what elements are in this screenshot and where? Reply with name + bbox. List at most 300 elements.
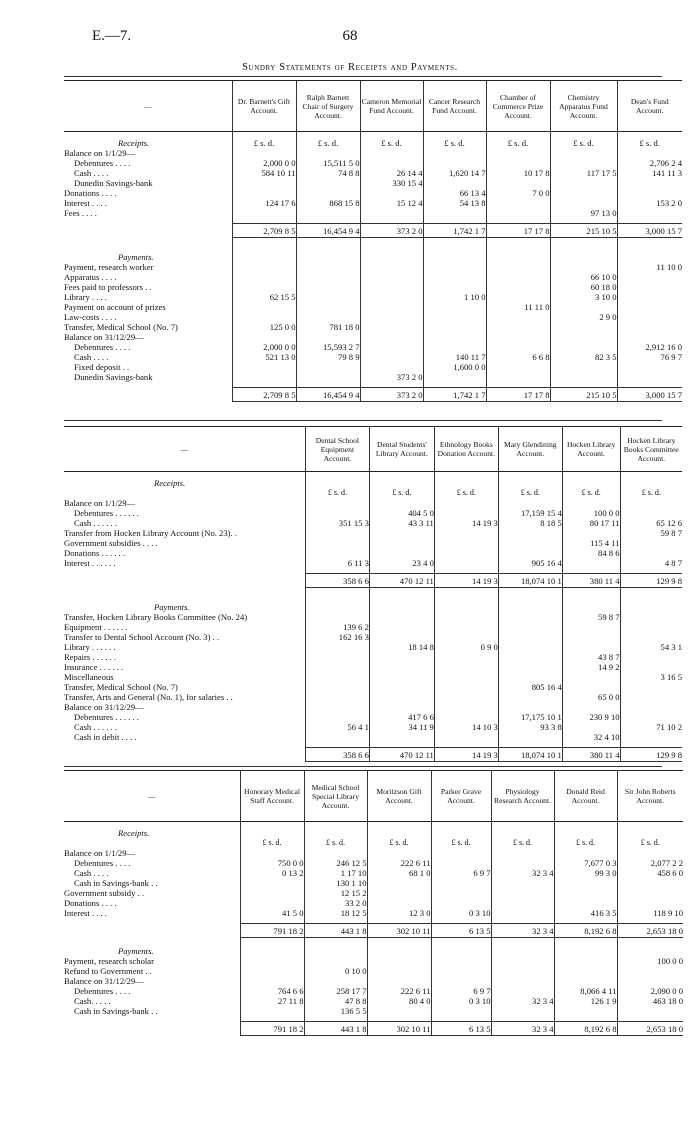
currency-unit-label: £ s. d. [554,838,617,848]
account-column-header: Ralph Barnett Chair of Surgery Account. [296,81,360,132]
amount-cell: 0 3 10 [431,908,491,918]
amount-cell [491,966,554,976]
amount-cell [369,682,434,692]
row-label: Interest . . . . [64,198,107,208]
section-2-top-rule [64,420,662,421]
amount-cell [240,966,304,976]
total-cell: 2,653 18 0 [617,924,683,938]
amount-cell [240,878,304,888]
row-label: Balance on 1/1/29— [64,148,136,158]
table-row [64,208,682,218]
row-label: Equipment . . . . . . [64,622,128,632]
amount-cell [360,302,423,312]
amount-cell [423,148,486,158]
amount-cell [562,622,620,632]
amount-cell [434,508,498,518]
amount-cell: 27 11 8 [240,996,304,1006]
amount-cell: 99 3 0 [554,868,617,878]
amount-cell: 1 17 10 [304,868,367,878]
total-cell: 17 17 8 [486,388,550,402]
label-column-header: — [64,81,232,132]
table-row [64,282,682,292]
amount-cell [550,198,617,208]
table-row [64,612,682,622]
row-label: Repairs . . . . . . [64,652,117,662]
amount-cell [550,148,617,158]
page-title: Sundry Statements of Receipts and Payments. [242,62,458,73]
row-label: Payment on account of prizes [64,302,166,312]
total-cell: 470 12 11 [369,748,434,762]
amount-cell [617,966,683,976]
table-row [64,966,683,976]
amount-cell [296,148,360,158]
amount-cell [434,672,498,682]
amount-cell [305,508,369,518]
amount-cell [360,292,423,302]
amount-cell [423,158,486,168]
row-label: Transfer from Hocken Library Account (No. 23). . [64,528,237,538]
amount-cell [305,732,369,742]
row-label: Library . . . . . . [64,642,116,652]
amount-cell [423,282,486,292]
amount-cell: 74 8 8 [296,168,360,178]
amount-cell: 115 4 11 [562,538,620,548]
amount-cell [434,632,498,642]
amount-cell: 33 2 0 [304,898,367,908]
amount-cell [434,702,498,712]
amount-cell [434,548,498,558]
amount-cell [434,692,498,702]
account-column-header: Sir John Roberts Account. [617,771,683,822]
amount-cell [360,272,423,282]
amount-cell: 32 4 10 [562,732,620,742]
amount-cell [491,888,554,898]
amount-cell [486,198,550,208]
amount-cell: 868 15 8 [296,198,360,208]
amount-cell: 15,511 5 0 [296,158,360,168]
amount-cell [431,898,491,908]
table-row [64,158,682,168]
row-label: Transfer, Hocken Library Books Committee (No. 24) [64,612,248,622]
table-row [64,662,682,672]
amount-cell: 8 18 5 [498,518,562,528]
row-label: Payment, research scholar [64,956,154,966]
amount-cell [620,712,682,722]
currency-unit-label: £ s. d. [240,838,304,848]
currency-unit-label: £ s. d. [617,138,682,148]
row-label: Balance on 31/12/29— [64,332,144,342]
amount-cell: 330 15 4 [360,178,423,188]
account-column-header: Hocken Library Books Committee Account. [620,427,682,472]
currency-unit-label: £ s. d. [498,488,562,498]
amount-cell [620,692,682,702]
subheading: Payments. [118,946,154,956]
statement-table-1 [64,80,682,402]
amount-cell [423,262,486,272]
table-row [64,682,682,692]
amount-cell: 140 11 7 [423,352,486,362]
total-cell: 1,742 1 7 [423,224,486,238]
row-label: Donations . . . . . . [64,548,126,558]
table-row [64,168,682,178]
amount-cell [232,372,296,382]
total-cell: 32 3 4 [491,924,554,938]
row-label: Transfer, Medical School (No. 7) [64,682,178,692]
amount-cell: 12 3 0 [367,908,431,918]
total-cell: 358 6 6 [305,574,369,588]
amount-cell [562,632,620,642]
amount-cell [367,976,431,986]
amount-cell: 54 13 8 [423,198,486,208]
amount-cell [305,612,369,622]
amount-cell [562,702,620,712]
amount-cell: 100 0 0 [617,956,683,966]
amount-cell [305,672,369,682]
amount-cell: 26 14 4 [360,168,423,178]
amount-cell [562,642,620,652]
amount-cell: 76 9 7 [617,352,682,362]
amount-cell [617,898,683,908]
total-row [64,224,682,238]
row-label: Library . . . . [64,292,107,302]
amount-cell [369,548,434,558]
account-column-header: Dr. Barnett's Gift Account. [232,81,296,132]
amount-cell: 781 18 0 [296,322,360,332]
amount-cell: 6 9 7 [431,868,491,878]
amount-cell [360,262,423,272]
amount-cell [369,498,434,508]
amount-cell [431,848,491,858]
row-label: Balance on 1/1/29— [64,848,136,858]
amount-cell [554,878,617,888]
amount-cell: 34 11 9 [369,722,434,732]
amount-cell [486,342,550,352]
total-cell: 2,709 8 5 [232,388,296,402]
total-cell: 14 19 3 [434,748,498,762]
amount-cell [620,538,682,548]
row-label: Cash in debit . . . . [74,732,137,742]
amount-cell: 14 19 3 [434,518,498,528]
amount-cell [434,652,498,662]
total-cell: 16,454 9 4 [296,388,360,402]
amount-cell: 1,620 14 7 [423,168,486,178]
total-row [64,388,682,402]
amount-cell [498,672,562,682]
amount-cell: 6 11 3 [305,558,369,568]
amount-cell [369,662,434,672]
amount-cell: 805 16 4 [498,682,562,692]
amount-cell [491,1006,554,1016]
account-column-header: Medical School Special Library Account. [304,771,367,822]
amount-cell [360,188,423,198]
amount-cell [554,956,617,966]
amount-cell [367,848,431,858]
total-cell: 8,192 6 8 [554,1022,617,1036]
amount-cell [305,548,369,558]
currency-unit-label: £ s. d. [232,138,296,148]
table-row [64,868,683,878]
amount-cell: 17,175 10 1 [498,712,562,722]
account-column-header: Cameron Memorial Fund Account. [360,81,423,132]
table-row [64,548,682,558]
total-cell: 3,000 15 7 [617,224,682,238]
amount-cell [617,1006,683,1016]
row-label: Refund to Government . . [64,966,152,976]
amount-cell [562,722,620,732]
total-cell: 129 9 8 [620,748,682,762]
amount-cell: 11 10 0 [617,262,682,272]
amount-cell: 71 10 2 [620,722,682,732]
amount-cell: 14 10 3 [434,722,498,732]
table-row [64,632,682,642]
total-cell: 3,000 15 7 [617,388,682,402]
amount-cell: 18 12 5 [304,908,367,918]
table-row [64,518,682,528]
subheading: Receipts. [118,138,150,148]
amount-cell: 905 16 4 [498,558,562,568]
account-column-header: Chemistry Apparatus Fund Account. [550,81,617,132]
amount-cell [369,612,434,622]
amount-cell [304,848,367,858]
amount-cell: 14 9 2 [562,662,620,672]
amount-cell [617,148,682,158]
amount-cell [620,702,682,712]
total-cell: 443 1 8 [304,1022,367,1036]
amount-cell [486,312,550,322]
currency-unit-label: £ s. d. [423,138,486,148]
amount-cell [360,148,423,158]
amount-cell [491,908,554,918]
amount-cell [617,322,682,332]
row-label: Debentures . . . . [74,858,131,868]
amount-cell [240,898,304,908]
amount-cell [367,966,431,976]
amount-cell [431,956,491,966]
label-column-header: — [64,771,240,822]
amount-cell [550,342,617,352]
amount-cell [620,662,682,672]
amount-cell [491,848,554,858]
amount-cell [367,898,431,908]
amount-cell [550,322,617,332]
amount-cell [617,178,682,188]
amount-cell: 47 8 8 [304,996,367,1006]
amount-cell [360,158,423,168]
amount-cell [360,332,423,342]
amount-cell [431,888,491,898]
amount-cell [434,732,498,742]
amount-cell [296,302,360,312]
amount-cell [550,188,617,198]
account-column-header: Parker Grave Account. [431,771,491,822]
amount-cell: 416 3 5 [554,908,617,918]
amount-cell [620,732,682,742]
table-row [64,976,683,986]
amount-cell [360,208,423,218]
amount-cell [434,498,498,508]
amount-cell [296,312,360,322]
total-cell: 32 3 4 [491,1022,554,1036]
amount-cell [232,362,296,372]
amount-cell: 2,077 2 2 [617,858,683,868]
page-number: 68 [342,28,358,44]
amount-cell [232,262,296,272]
amount-cell: 222 6 11 [367,986,431,996]
amount-cell [486,148,550,158]
amount-cell [434,682,498,692]
amount-cell: 59 8 7 [620,528,682,538]
amount-cell [562,558,620,568]
total-row [64,574,682,588]
total-cell: 470 12 11 [369,574,434,588]
total-cell: 380 11 4 [562,748,620,762]
table-row [64,322,682,332]
amount-cell [491,858,554,868]
amount-cell: 246 12 5 [304,858,367,868]
total-cell: 2,709 8 5 [232,224,296,238]
amount-cell [491,986,554,996]
amount-cell [434,538,498,548]
currency-unit-label: £ s. d. [620,488,682,498]
currency-unit-label: £ s. d. [367,838,431,848]
total-cell: 373 2 0 [360,224,423,238]
amount-cell [423,332,486,342]
subheading: Receipts. [118,828,150,838]
amount-cell [431,858,491,868]
table-row [64,622,682,632]
account-column-header: Physiology Research Account. [491,771,554,822]
amount-cell [232,282,296,292]
amount-cell: 3 10 0 [550,292,617,302]
amount-cell [367,1006,431,1016]
table-row [64,888,683,898]
total-row [64,748,682,762]
amount-cell [431,878,491,888]
amount-cell [620,508,682,518]
amount-cell [486,208,550,218]
statement-table-3 [64,770,683,1036]
amount-cell [498,702,562,712]
amount-cell: 458 6 0 [617,868,683,878]
amount-cell [617,302,682,312]
table-row [64,362,682,372]
account-column-header: Honorary Medical Staff Account. [240,771,304,822]
amount-cell [434,622,498,632]
amount-cell [367,878,431,888]
amount-cell: 43 3 11 [369,518,434,528]
total-cell: 791 18 2 [240,1022,304,1036]
amount-cell [486,362,550,372]
page-header [0,28,700,48]
row-label: Balance on 31/12/29— [64,702,144,712]
amount-cell [305,662,369,672]
row-label: Transfer to Dental School Account (No. 3) . . [64,632,220,642]
amount-cell [232,312,296,322]
amount-cell [232,178,296,188]
amount-cell: 82 3 5 [550,352,617,362]
amount-cell: 130 1 10 [304,878,367,888]
amount-cell: 584 10 11 [232,168,296,178]
amount-cell [554,966,617,976]
amount-cell [360,362,423,372]
amount-cell [369,732,434,742]
amount-cell [550,178,617,188]
amount-cell [620,548,682,558]
amount-cell [498,622,562,632]
row-label: Government subsidy . . [64,888,144,898]
account-column-header: Chamber of Commerce Prize Account. [486,81,550,132]
amount-cell [617,312,682,322]
amount-cell: 0 13 2 [240,868,304,878]
currency-unit-label: £ s. d. [550,138,617,148]
amount-cell [367,956,431,966]
account-column-header: Dean's Fund Account. [617,81,682,132]
account-column-header: Hocken Library Account. [562,427,620,472]
amount-cell: 118 9 10 [617,908,683,918]
table-row [64,986,683,996]
row-label: Cash . . . . [74,168,109,178]
amount-cell [550,158,617,168]
amount-cell [498,528,562,538]
amount-cell [240,1006,304,1016]
amount-cell: 1,600 0 0 [423,362,486,372]
amount-cell [620,612,682,622]
subheading: Payments. [118,252,154,262]
amount-cell [360,342,423,352]
table-row [64,558,682,568]
amount-cell [232,188,296,198]
table-row [64,878,683,888]
amount-cell [232,332,296,342]
amount-cell [486,178,550,188]
amount-cell [360,282,423,292]
row-label: Cash . . . . [74,352,109,362]
amount-cell: 84 8 6 [562,548,620,558]
amount-cell [562,528,620,538]
amount-cell: 750 0 0 [240,858,304,868]
amount-cell: 230 9 10 [562,712,620,722]
total-cell: 373 2 0 [360,388,423,402]
total-cell: 302 10 11 [367,924,431,938]
row-label: Cash . . . . . . [74,722,117,732]
amount-cell [232,272,296,282]
amount-cell [434,712,498,722]
amount-cell [305,682,369,692]
table-row [64,498,682,508]
amount-cell [232,208,296,218]
amount-cell: 141 11 3 [617,168,682,178]
amount-cell: 32 3 4 [491,996,554,1006]
amount-cell: 153 2 0 [617,198,682,208]
currency-unit-label: £ s. d. [431,838,491,848]
amount-cell: 404 5 0 [369,508,434,518]
amount-cell [562,498,620,508]
amount-cell [296,332,360,342]
row-label: Fees . . . . [64,208,97,218]
table-row [64,652,682,662]
amount-cell: 139 6 2 [305,622,369,632]
table-row [64,692,682,702]
amount-cell: 11 11 0 [486,302,550,312]
total-cell: 129 9 8 [620,574,682,588]
amount-cell [423,302,486,312]
amount-cell [617,976,683,986]
row-label: Cash in Savings-bank . . [74,1006,158,1016]
amount-cell [423,342,486,352]
table-row [64,178,682,188]
amount-cell [562,682,620,692]
row-label: Debentures . . . . [74,986,131,996]
